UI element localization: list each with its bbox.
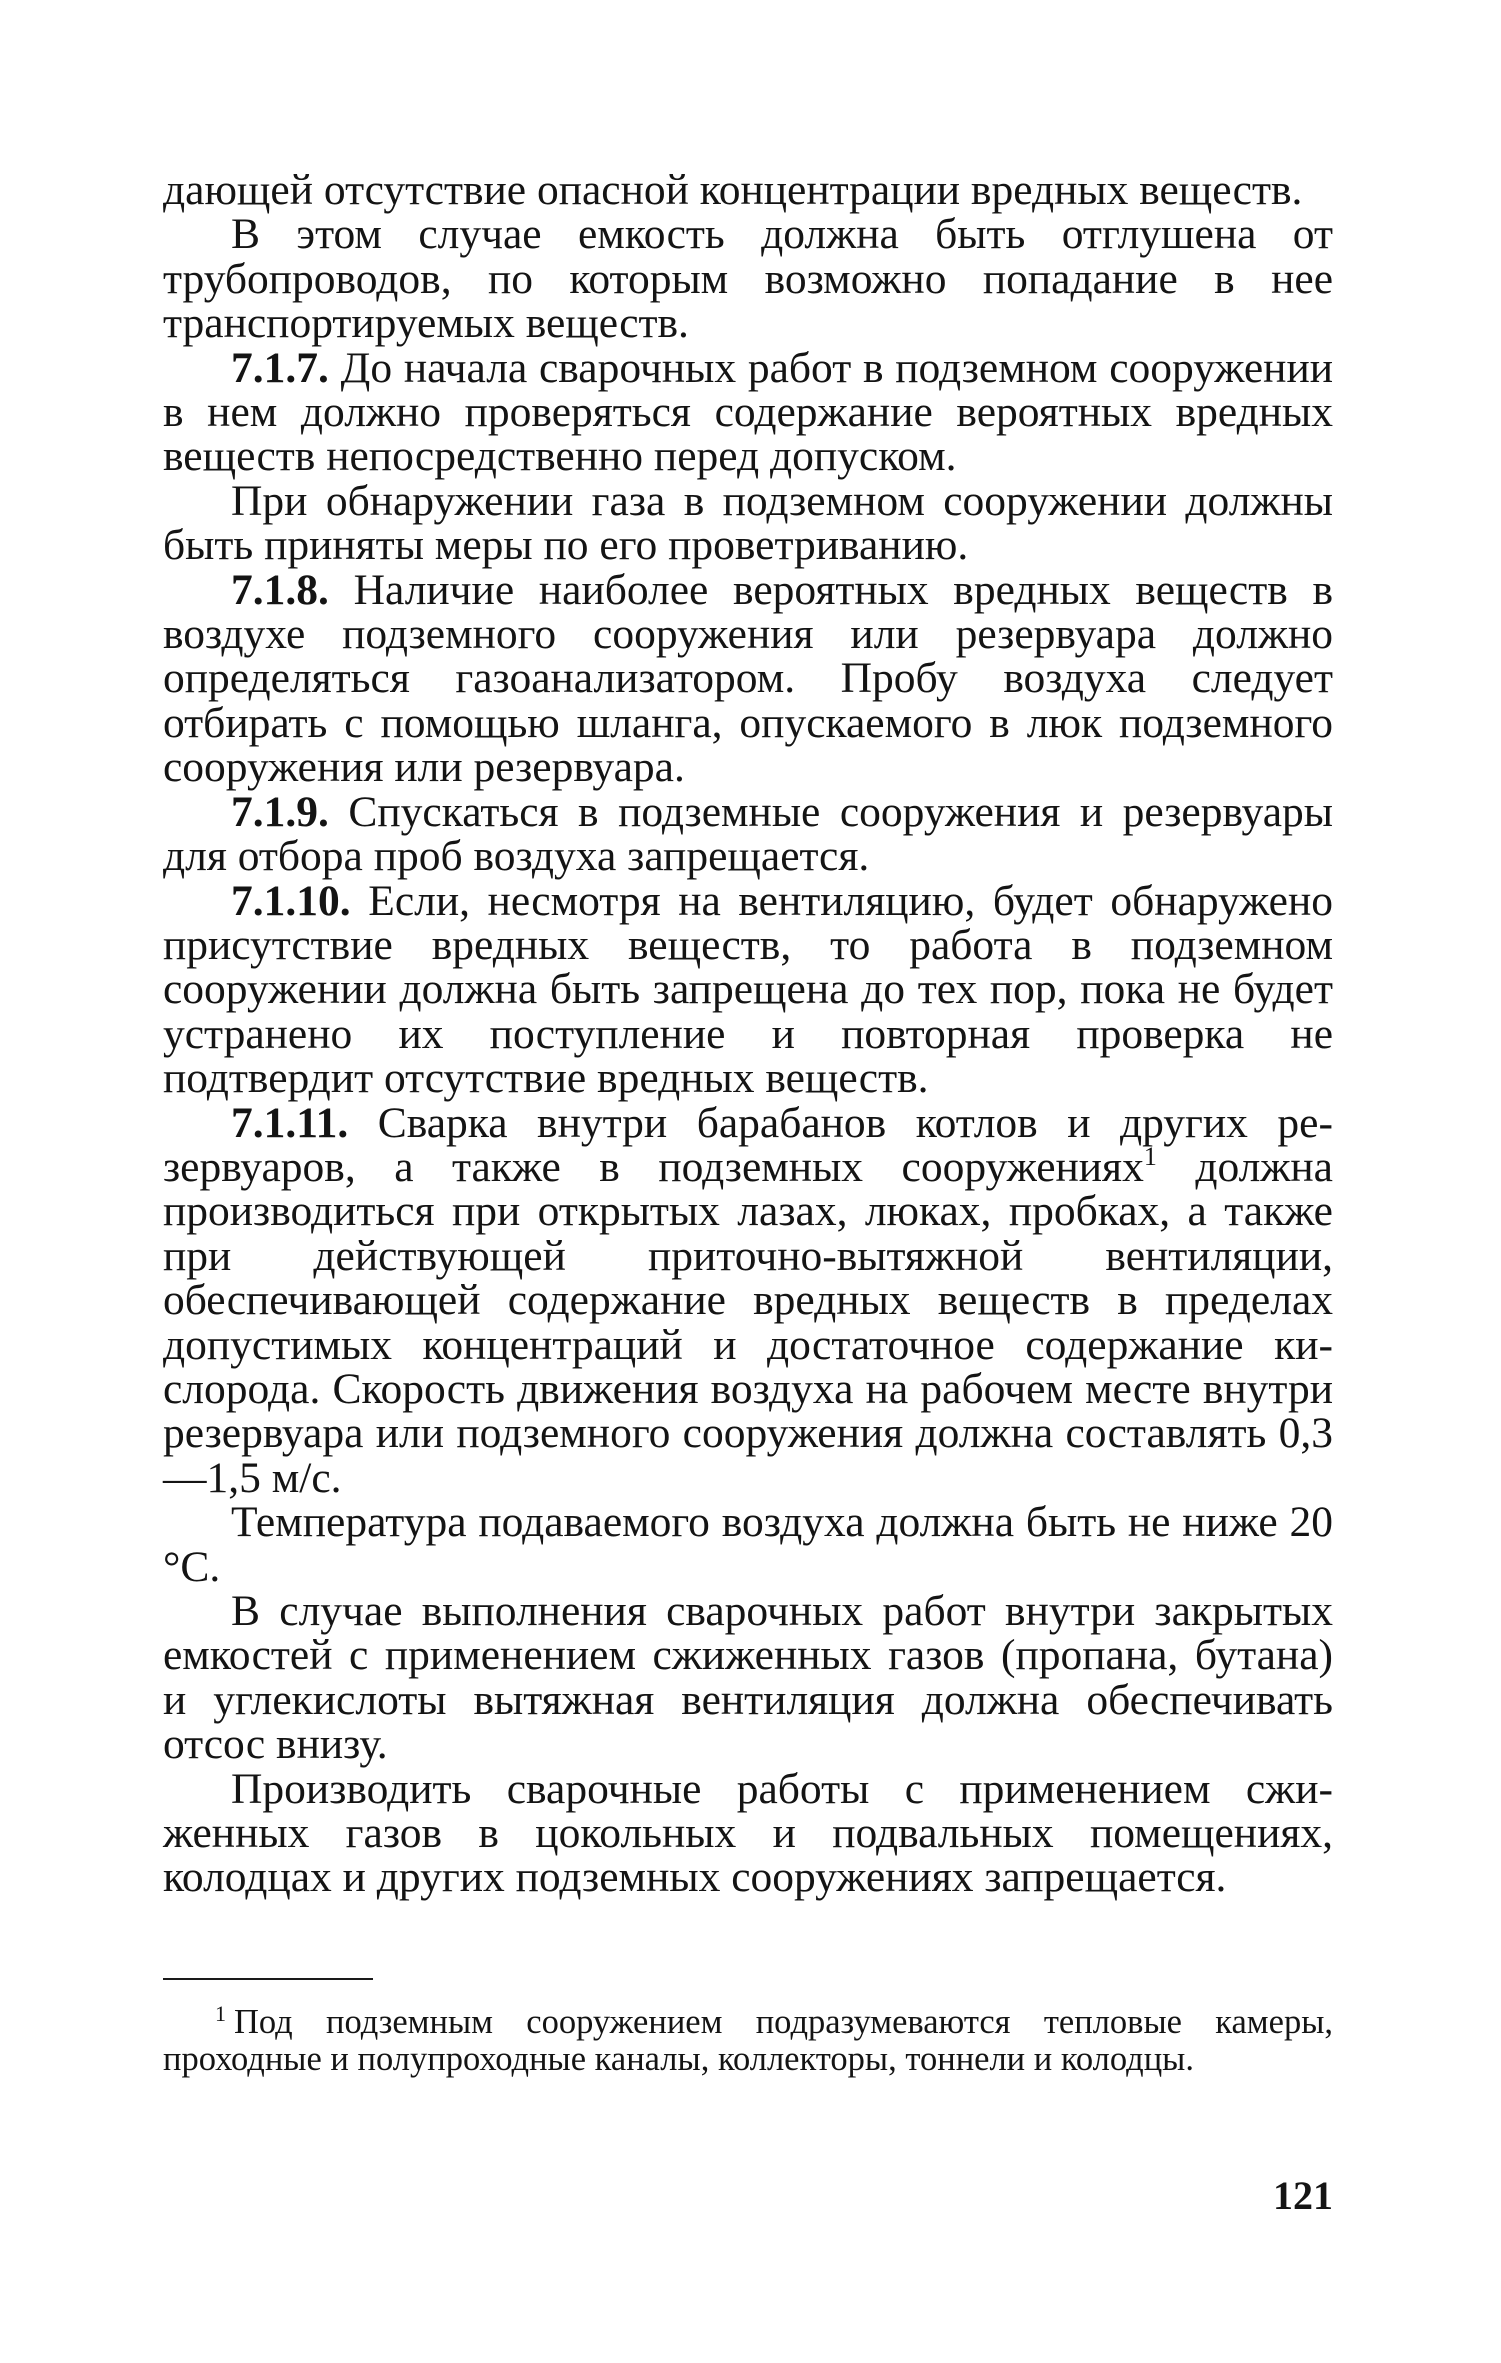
clause-7-1-9 xyxy=(163,787,1333,881)
paragraph-continuation: дающей отсутствие опасной концентрации вредных веществ. xyxy=(163,166,1303,214)
clause-number: 7.1.9. xyxy=(231,787,329,836)
clause-number: 7.1.7. xyxy=(231,343,329,392)
footnote-mark: 1 xyxy=(215,2001,226,2026)
clause-7-1-11 xyxy=(163,1098,1333,1502)
page-number: 121 xyxy=(1273,2173,1333,2218)
footnote-divider xyxy=(163,1978,373,1980)
paragraph: Производить сварочные работы с применением сжиженных газов в цокольных и подвальных помещениях, колодцах и других подземных сооружениях запрещается. xyxy=(163,1764,1333,1902)
clause-7-1-8 xyxy=(163,565,1333,792)
clause-text: Если, несмотря на вентиляцию, будет обнаружено присутствие вредных веществ, то работа в подземном сооружении должна быть запрещена до тех пор, пока не будет устранено их поступление и повторная проверка не подтвердит отсутствие вредных веществ. xyxy=(163,876,1334,1103)
page-body xyxy=(163,168,1333,1900)
clause-text: Сварка внутри барабанов котлов и других резервуаров, а также в подземных сооружениях xyxy=(163,1098,1333,1191)
paragraph: В случае выполнения сварочных работ внутри закрытых емкостей с применением сжиженных газов (пропана, бутана) и углекислоты вытяжная вентиляция должна обеспечивать отсос внизу. xyxy=(163,1587,1333,1769)
paragraph: При обнаружении газа в подземном сооружении должны быть приняты меры по его проветриванию. xyxy=(163,476,1333,570)
clause-7-1-7 xyxy=(163,343,1334,481)
footnote-text xyxy=(163,2001,1333,2078)
clause-text: Спускаться в подземные сооружения и резервуары для отбора проб воздуха запрещается. xyxy=(163,787,1333,881)
clause-number: 7.1.10. xyxy=(231,876,351,925)
clause-text-continued: должна производиться при открытых лазах, люках, пробках, а также при действующей приточно-вытяжной вентиляции, обеспечивающей содержание вредных веществ в пределах допустимых концентраций и достаточное содержание кислорода. Скорость движения воздуха на рабочем месте внутри резервуара или подземного сооружения должна составлять 0,3—1,5 м/с. xyxy=(163,1142,1333,1502)
footnote-body: Под подземным сооружением подразумеваются тепловые камеры, проходные и полупроходные каналы, коллекторы, тоннели и колодцы. xyxy=(163,2003,1333,2078)
paragraph: В этом случае емкость должна быть отглушена от трубопроводов, по которым возможно попадание в нее транспортируемых веществ. xyxy=(163,210,1333,348)
clause-number: 7.1.11. xyxy=(231,1098,349,1147)
clause-text: Наличие наиболее вероятных вредных веществ в воздухе подземного сооружения или резервуара должно определяться газоанализатором. Пробу воздуха следует отбирать с помощью шланга, опускаемого в люк подземного сооружения или резервуара. xyxy=(163,565,1333,792)
clause-7-1-10 xyxy=(163,876,1334,1103)
clause-text: До начала сварочных работ в подземном сооружении в нем должно проверяться содержание вероятных вредных веществ непосредственно перед допуском. xyxy=(163,343,1334,481)
paragraph: Температура подаваемого воздуха должна быть не ниже 20 °С. xyxy=(163,1498,1333,1591)
footnote-reference[interactable]: 1 xyxy=(1143,1141,1157,1171)
clause-number: 7.1.8. xyxy=(231,565,329,614)
footnote xyxy=(163,2001,1333,2078)
